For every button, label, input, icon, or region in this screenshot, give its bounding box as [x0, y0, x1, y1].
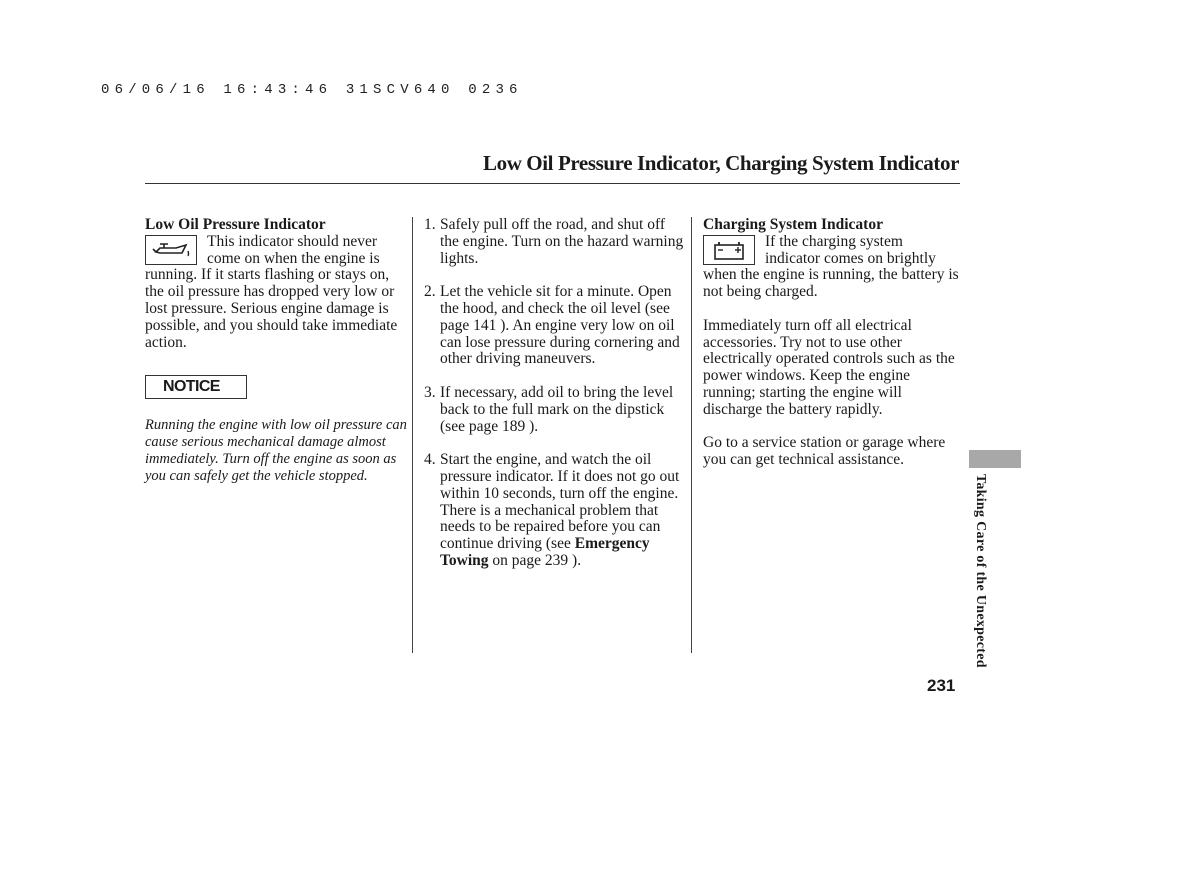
oil-can-icon	[145, 235, 197, 265]
charging-heading: Charging System Indicator	[703, 216, 883, 233]
low-oil-heading: Low Oil Pressure Indicator	[145, 216, 326, 233]
low-oil-body: This indicator should never come on when the engine is running. If it starts flashing or stays on, the oil pressure has dropped very low or lost pressure. Serious engine damage is possible, and you should take immediate action.	[145, 232, 398, 351]
charging-body-1: If the charging system indicator comes on brightly when the engine is running, the battery is not being charged.	[703, 232, 959, 301]
section-tab-label: Taking Care of the Unexpected	[973, 474, 988, 668]
notice-label-box	[145, 375, 247, 399]
step-item: 1. Safely pull off the road, and shut off the engine. Turn on the hazard warning lights.	[424, 216, 684, 267]
low-oil-column	[145, 217, 407, 484]
page-number: 231	[927, 676, 956, 695]
charging-column	[703, 217, 961, 486]
emergency-towing-reference: Emergency Towing	[440, 535, 650, 569]
steps-list	[424, 217, 686, 570]
title-divider	[145, 183, 960, 184]
page-title: Low Oil Pressure Indicator, Charging System Indicator	[482, 151, 959, 175]
notice-label: NOTICE	[163, 378, 220, 396]
steps-column	[424, 217, 686, 587]
step-item: 2. Let the vehicle sit for a minute. Open the hood, and check the oil level (see page 141 ). An engine very low on oil can lose pressure during cornering and other driving maneuvers.	[424, 283, 680, 368]
column-divider-1	[412, 217, 413, 653]
charging-body-3: Go to a service station or garage where you can get technical assistance.	[703, 434, 946, 469]
step-item: 3. If necessary, add oil to bring the level back to the full mark on the dipstick (see page 189 ).	[424, 383, 674, 435]
step-item: 4. Start the engine, and watch the oil pressure indicator. If it does not go out within 10 seconds, turn off the engine. There is a mechanical problem that needs to be repaired before you can continue driving (see Emergency Towing on page 239 ).	[424, 451, 680, 569]
print-stamp: 06/06/16 16:43:46 31SCV640 0236	[101, 82, 523, 98]
battery-icon	[703, 235, 755, 265]
notice-text: Running the engine with low oil pressure can cause serious mechanical damage almost immediately. Turn off the engine as soon as you can safely get the vehicle stopped.	[145, 417, 407, 484]
charging-body-2: Immediately turn off all electrical accessories. Try not to use other electrically operated controls such as the power windows. Keep the engine running; starting the engine will discharge the battery rapidly.	[703, 316, 955, 418]
section-tab-marker	[969, 450, 1021, 468]
column-divider-2	[691, 217, 692, 653]
